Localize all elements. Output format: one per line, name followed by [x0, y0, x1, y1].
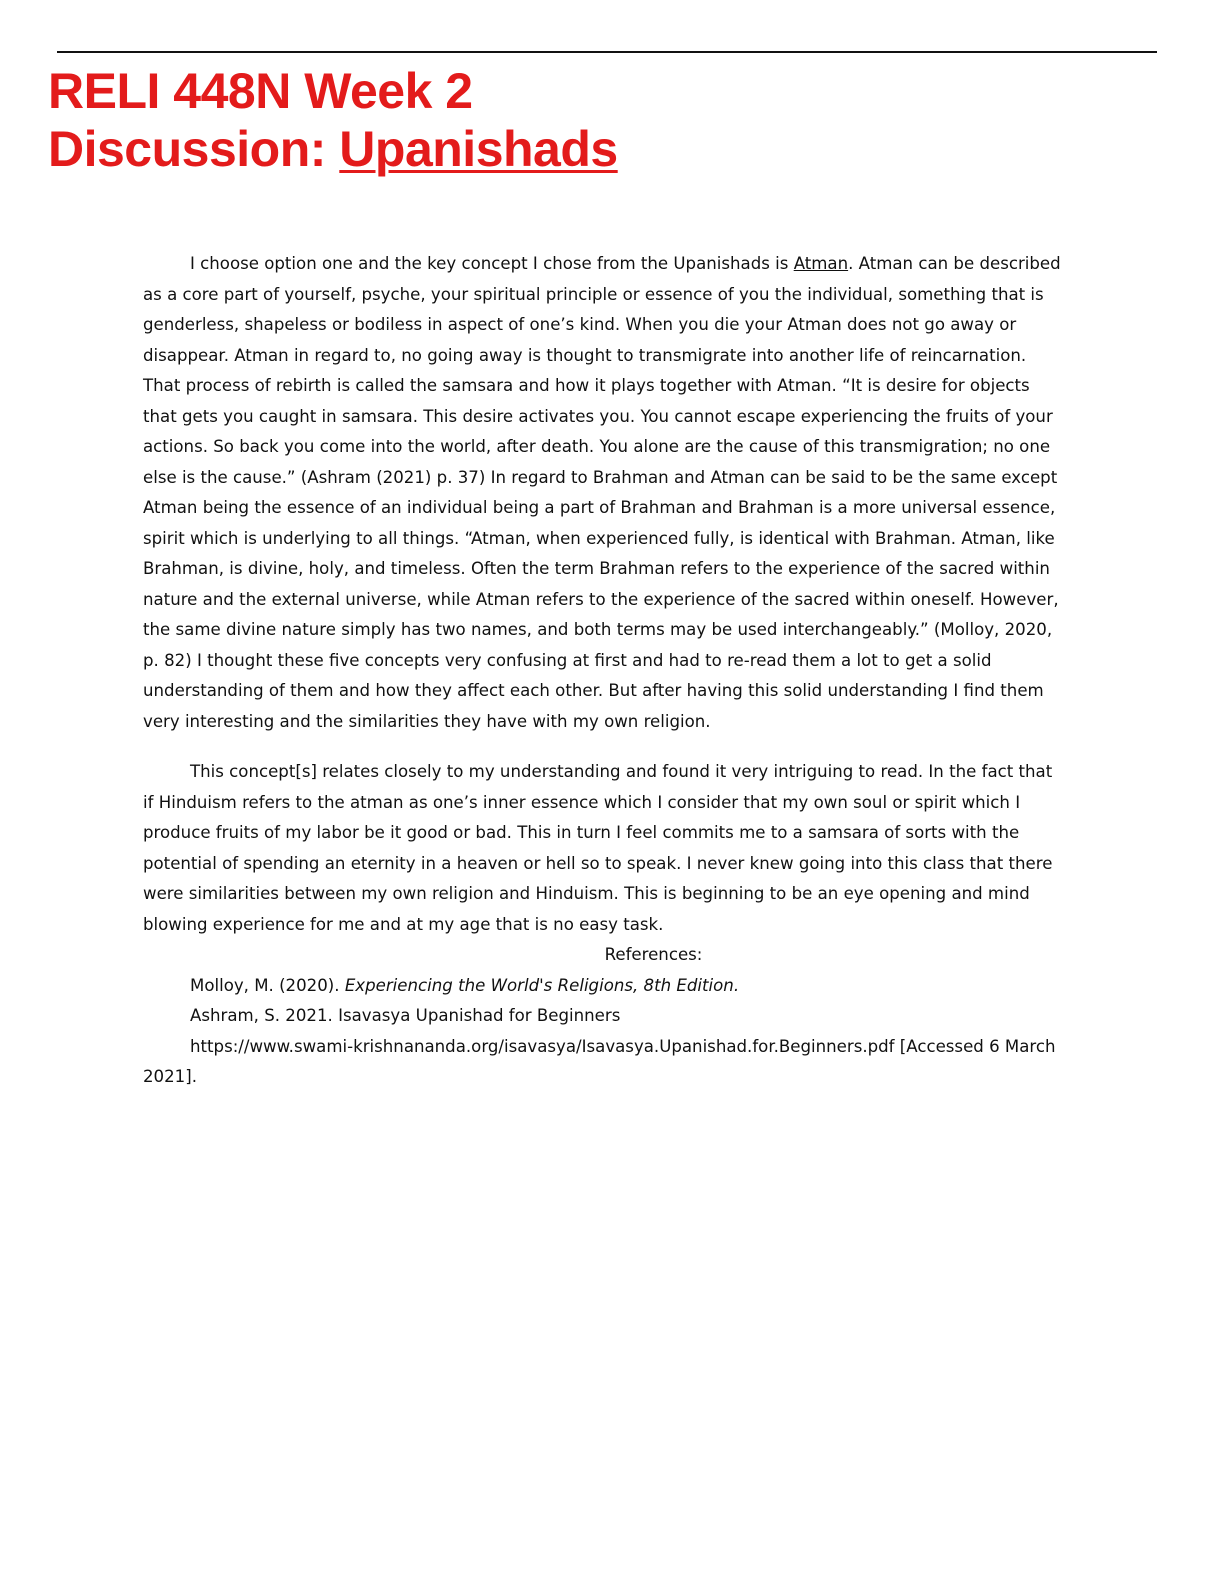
- paragraph-1-body: . Atman can be described as a core part of yourself, psyche, your spiritual principle or essence of you the individual, something that is genderless, shapeless or bodiless in aspect of one’s kind. When you die your Atman does not go away or disappear. Atman in regard to, no going away is thought to transmigrate into another life of reincarnation. That process of rebirth is called the samsara and how it plays together with Atman. “It is desire for objects that gets you caught in samsara. This desire activates you. You cannot escape experiencing the fruits of your actions. So back you come into the world, after death. You alone are the cause of this transmigration; no one else is the cause.” (Ashram (2021) p. 37) In regard to Brahman and Atman can be said to be the same except Atman being the essence of an individual being a part of Brahman and Brahman is a more universal essence, spirit which is underlying to all things. “Atman, when experienced fully, is identical with Brahman. Atman, like Brahman, is divine, holy, and timeless. Often the term Brahman refers to the experience of the sacred within nature and the external universe, while Atman refers to the experience of the sacred within oneself. However, the same divine nature simply has two names, and both terms may be used interchangeably.” (Molloy, 2020, p. 82) I thought these five concepts very confusing at first and had to re-read them a lot to get a solid understanding of them and how they affect each other. But after having this solid understanding I find them very interesting and the similarities they have with my own religion.: [143, 254, 1061, 731]
- title-line-2-topic: Upanishads: [339, 121, 618, 177]
- title-line-1: RELI 448N Week 2: [48, 63, 473, 119]
- document-title: [48, 62, 618, 178]
- key-concept-term: Atman: [793, 254, 849, 273]
- reference-molloy-author: Molloy, M. (2020).: [190, 975, 345, 995]
- reference-molloy: [143, 971, 1063, 1002]
- reference-ashram: Ashram, S. 2021. Isavasya Upanishad for Beginners: [190, 1006, 621, 1025]
- body-paragraph-1: [143, 249, 1063, 737]
- reference-ashram-url: https://www.swami-krishnananda.org/isavasya/Isavasya.Upanishad.for.Beginners.pdf [Accessed 6 March 2021].: [143, 1036, 1056, 1086]
- body-paragraph-2: This concept[s] relates closely to my understanding and found it very intriguing to read. In the fact that if Hinduism refers to the atman as one’s inner essence which I consider that my own soul or spirit which I produce fruits of my labor be it good or bad. This in turn I feel commits me to a samsara of sorts with the potential of spending an eternity in a heaven or hell so to speak. I never knew going into this class that there were similarities between my own religion and Hinduism. This is beginning to be an eye opening and mind blowing experience for me and at my age that is no easy task.: [143, 762, 1053, 934]
- reference-molloy-title: Experiencing the World's Religions, 8th Edition.: [344, 975, 740, 995]
- document-body: [143, 249, 1063, 1093]
- paragraph-1-intro: I choose option one and the key concept I chose from the Upanishads is: [190, 254, 794, 273]
- top-horizontal-rule: [57, 51, 1157, 53]
- references-heading: References:: [604, 945, 703, 964]
- title-line-2-prefix: Discussion:: [48, 121, 340, 177]
